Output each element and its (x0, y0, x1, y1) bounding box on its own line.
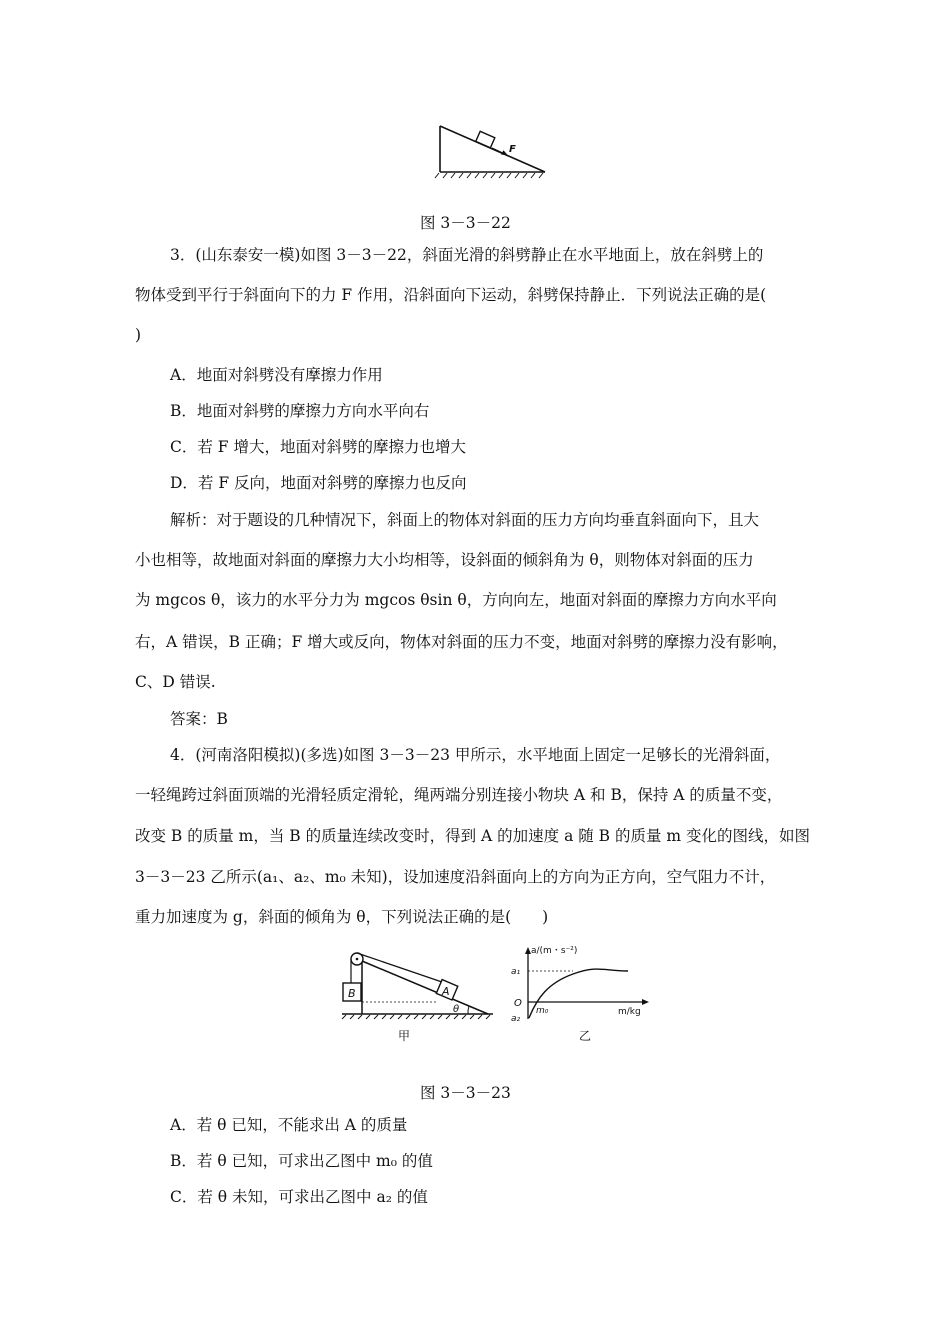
q3-line-3: ) (135, 326, 142, 344)
block-a-label: A (442, 985, 450, 998)
a1-label: a₁ (511, 967, 521, 977)
q3-line-1: 3．(山东泰安一模)如图 3－3－22，斜面光滑的斜劈静止在水平地面上，放在斜劈上的 (170, 246, 764, 264)
force-arrow (492, 148, 508, 156)
acceleration-graph (503, 943, 653, 1047)
q4-line-4: 3－3－23 乙所示(a₁、a₂、m₀ 未知)，设加速度沿斜面向上的方向为正方向，空气阻力不计， (135, 868, 776, 886)
q3-option-b: B．地面对斜劈的摩擦力方向水平向右 (170, 402, 430, 420)
origin-label: O (514, 998, 522, 1009)
q4-line-5: 重力加速度为 g，斜面的倾角为 θ，下列说法正确的是( ) (135, 908, 549, 926)
incline-figure-1 (430, 120, 550, 182)
block-b-label: B (348, 987, 356, 1000)
q4-line-3: 改变 B 的质量 m，当 B 的质量连续改变时，得到 A 的加速度 a 随 B 的质量 m 变化的图线，如图 (135, 827, 811, 845)
q4-option-a: A．若 θ 已知，不能求出 A 的质量 (170, 1116, 408, 1134)
label-jia: 甲 (398, 1029, 411, 1043)
angle-label: θ (453, 1004, 460, 1015)
q3-option-c: C．若 F 增大，地面对斜劈的摩擦力也增大 (170, 438, 466, 456)
force-label: F (509, 144, 516, 155)
q3-option-a: A．地面对斜劈没有摩擦力作用 (170, 366, 383, 384)
figure-caption-1: 图 3－3－22 (420, 214, 511, 232)
label-yi: 乙 (579, 1029, 592, 1043)
q4-line-1: 4．(河南洛阳模拟)(多选)如图 3－3－23 甲所示，水平地面上固定一足够长的光滑斜面， (170, 746, 781, 764)
a2-label: a₂ (511, 1014, 521, 1024)
q3-option-d: D．若 F 反向，地面对斜劈的摩擦力也反向 (170, 474, 467, 492)
m0-label: m₀ (536, 1006, 549, 1016)
q3-analysis-4: 右，A 错误，B 正确；F 增大或反向，物体对斜面的压力不变，地面对斜劈的摩擦力没有影响， (135, 633, 788, 651)
q3-analysis-1: 解析：对于题设的几种情况下，斜面上的物体对斜面的压力方向均垂直斜面向下，且大 (170, 511, 760, 529)
q3-line-2: 物体受到平行于斜面向下的力 F 作用，沿斜面向下运动，斜劈保持静止．下列说法正确的是( (135, 286, 767, 304)
q3-answer: 答案：B (170, 710, 228, 728)
q3-analysis-5: C、D 错误. (135, 673, 216, 691)
q4-line-2: 一轻绳跨过斜面顶端的光滑轻质定滑轮，绳两端分别连接小物块 A 和 B，保持 A 的质量不变， (135, 786, 783, 804)
q3-analysis-2: 小也相等，故地面对斜面的摩擦力大小均相等，设斜面的倾斜角为 θ，则物体对斜面的压力 (135, 551, 754, 569)
y-axis-label: a/(m・s⁻²) (531, 946, 578, 956)
q3-analysis-3: 为 mgcos θ，该力的水平分力为 mgcos θsin θ，方向向左，地面对斜面的摩擦力方向水平向 (135, 591, 777, 609)
figure-caption-2: 图 3－3－23 (420, 1084, 511, 1102)
pulley-incline-figure (338, 945, 498, 1045)
q4-option-c: C．若 θ 未知，可求出乙图中 a₂ 的值 (170, 1188, 428, 1206)
block-on-incline (476, 131, 495, 148)
x-axis-label: m/kg (618, 1007, 641, 1017)
q4-option-b: B．若 θ 已知，可求出乙图中 m₀ 的值 (170, 1152, 433, 1170)
